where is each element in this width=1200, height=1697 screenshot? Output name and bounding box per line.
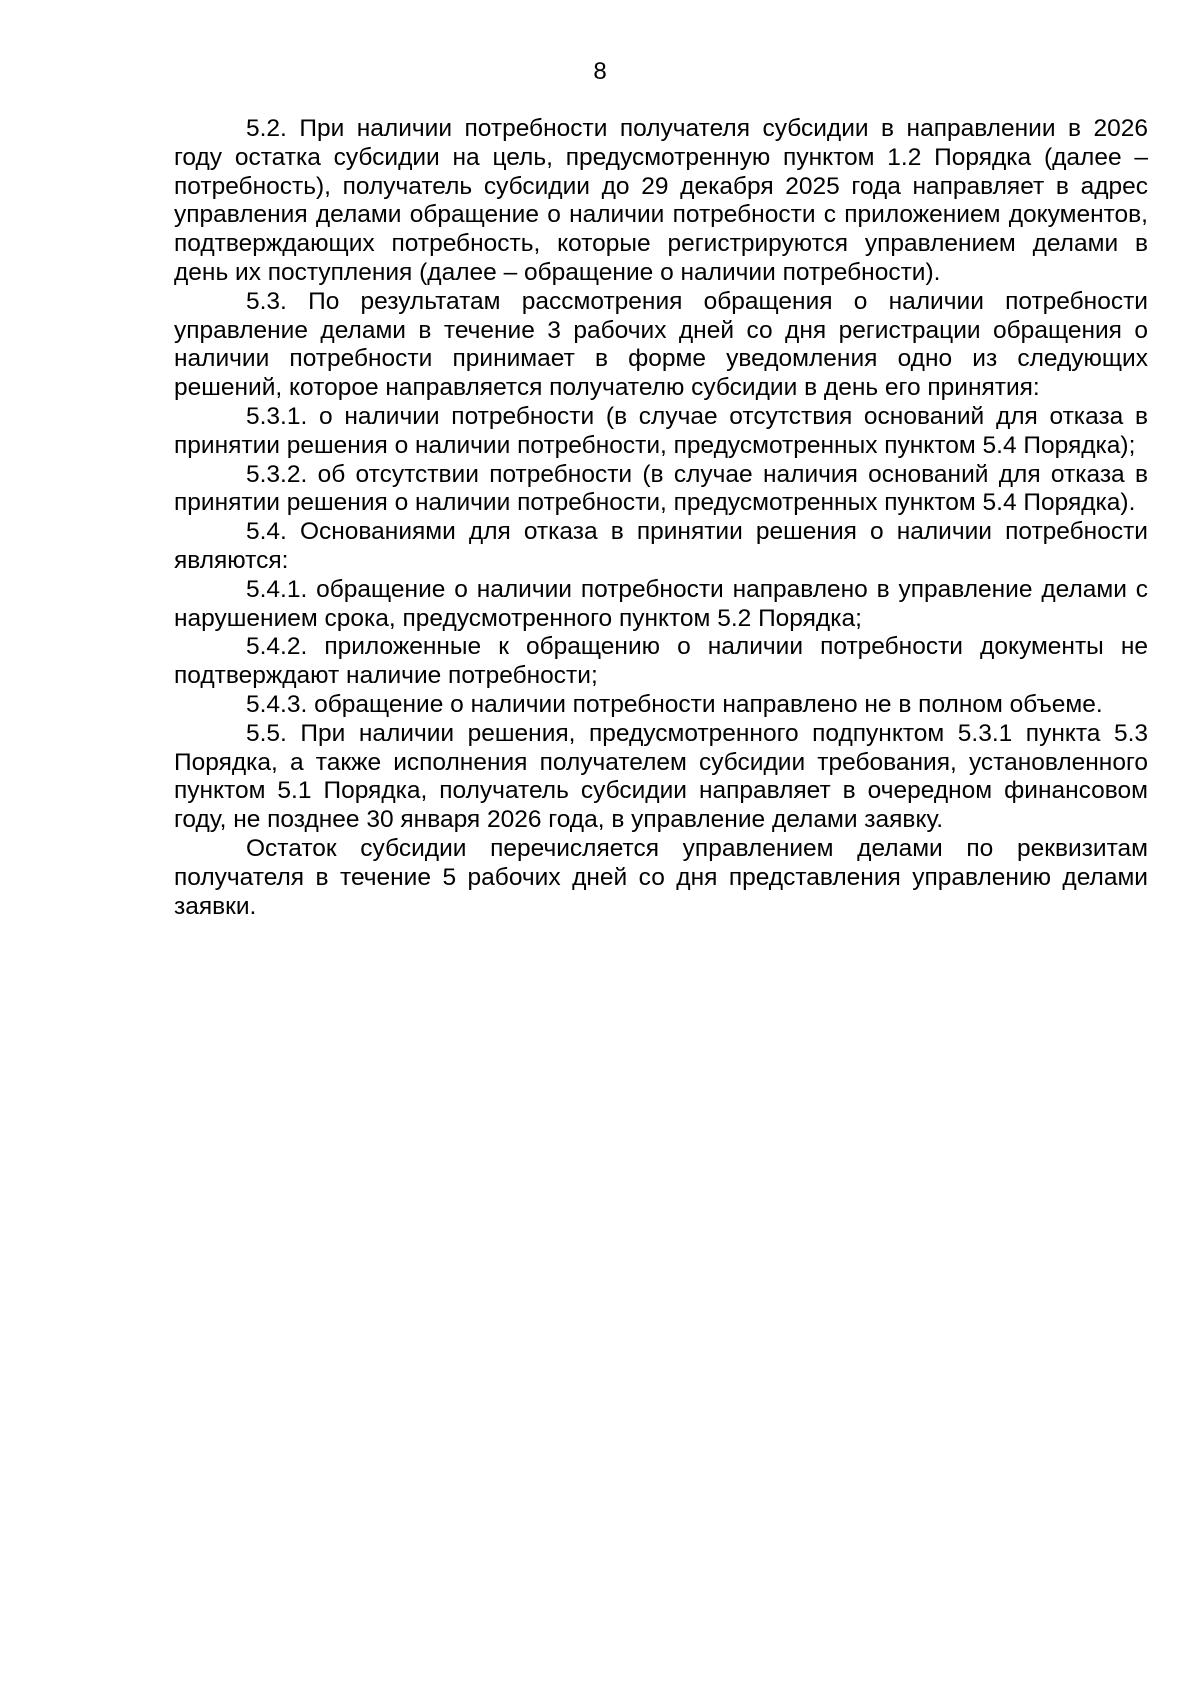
paragraph-5-4-3: 5.4.3. обращение о наличии потребности направлено не в полном объеме.	[246, 690, 1103, 718]
paragraph-5-3-2: 5.3.2. об отсутствии потребности (в случае наличия оснований для отказа в принятии решения о наличии потребности, предусмотренных пунктом 5.4 Порядка).	[174, 460, 1148, 517]
paragraph-remainder: Остаток субсидии перечисляется управлением делами по реквизитам получателя в течение 5 рабочих дней со дня представления управлению делами заявки.	[174, 834, 1148, 920]
paragraph-5-4-2: 5.4.2. приложенные к обращению о наличии потребности документы не подтверждают наличие потребности;	[174, 633, 1148, 690]
paragraph-5-4: 5.4. Основаниями для отказа в принятии решения о наличии потребности являются:	[174, 518, 1148, 574]
paragraph-5-2: 5.2. При наличии потребности получателя субсидии в направлении в 2026 году остатка субсидии на цель, предусмотренную пунктом 1.2 Порядка (далее – потребность), получатель субсидии до 29 декабря 2025 года направляет в адрес управления делами обращение о наличии потребности с приложением документов, подтверждающих потребность, которые регистрируются управлением делами в день их поступления (далее – обращение о наличии потребности).	[174, 115, 1148, 286]
document-body	[174, 115, 1148, 921]
paragraph-5-4-1: 5.4.1. обращение о наличии потребности направлено в управление делами с нарушением срока, предусмотренного пунктом 5.2 Порядка;	[174, 575, 1148, 632]
page-number: 8	[593, 58, 607, 85]
paragraph-5-3-1: 5.3.1. о наличии потребности (в случае отсутствия оснований для отказа в принятии решения о наличии потребности, предусмотренных пунктом 5.4 Порядка);	[174, 402, 1148, 459]
paragraph-5-5: 5.5. При наличии решения, предусмотренного подпунктом 5.3.1 пункта 5.3 Порядка, а также исполнения получателем субсидии требования, установленного пунктом 5.1 Порядка, получатель субсидии направляет в очередном финансовом году, не позднее 30 января 2026 года, в управление делами заявку.	[174, 719, 1148, 834]
paragraph-5-3: 5.3. По результатам рассмотрения обращения о наличии потребности управление делами в течение 3 рабочих дней со дня регистрации обращения о наличии потребности принимает в форме уведомления одно из следующих решений, которое направляется получателю субсидии в день его принятия:	[174, 287, 1148, 402]
